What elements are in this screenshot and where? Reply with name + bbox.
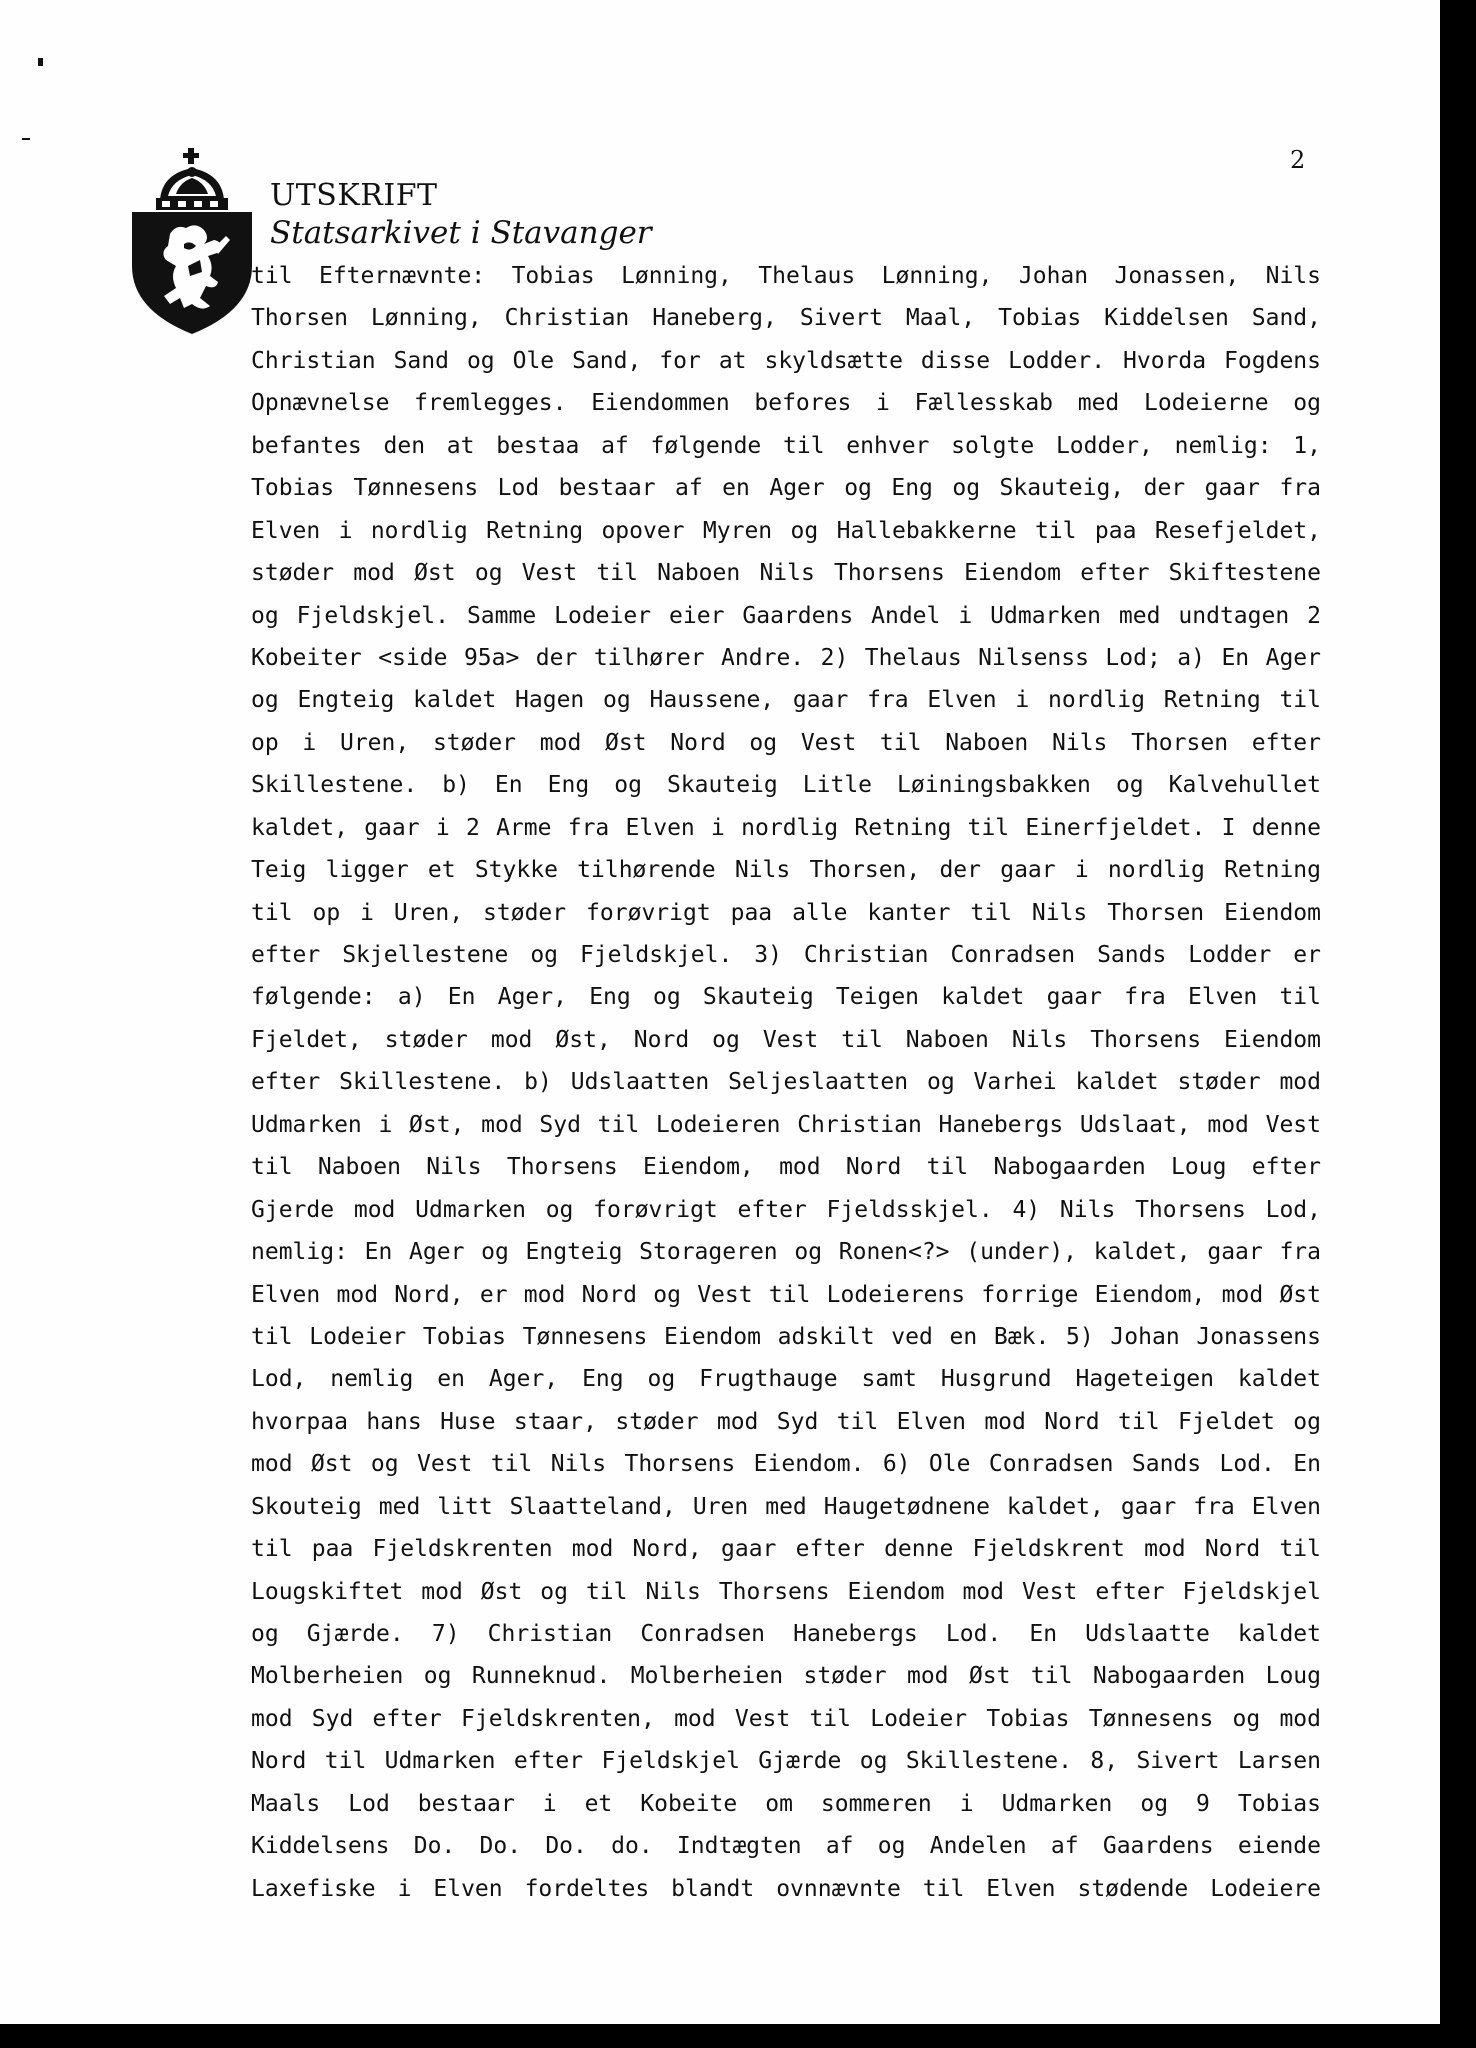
- text-line: til Naboen Nils Thorsens Eiendom, mod Nord til Nabogaarden Loug efter: [251, 1154, 1321, 1181]
- text-line: Maals Lod bestaar i et Kobeite om sommeren i Udmarken og 9 Tobias: [251, 1790, 1321, 1817]
- text-line: og Fjeldskjel. Samme Lodeier eier Gaardens Andel i Udmarken med undtagen 2: [251, 602, 1321, 629]
- text-line: til Efternævnte: Tobias Lønning, Thelaus Lønning, Johan Jonassen, Nils: [251, 263, 1321, 289]
- text-line: op i Uren, støder mod Øst Nord og Vest til Naboen Nils Thorsen efter: [251, 729, 1321, 756]
- scan-speck: [22, 138, 30, 140]
- text-line: og Engteig kaldet Hagen og Haussene, gaar fra Elven i nordlig Retning til: [251, 687, 1321, 714]
- text-line: Kiddelsens Do. Do. Do. do. Indtægten af og Andelen af Gaardens eiende: [251, 1833, 1321, 1860]
- text-line: Molberheien og Runneknud. Molberheien støder mod Øst til Nabogaarden Loug: [251, 1663, 1321, 1690]
- text-line: kaldet, gaar i 2 Arme fra Elven i nordlig Retning til Einerfjeldet. I denne: [251, 814, 1321, 841]
- archive-header-subtitle: Statsarkivet i Stavanger: [270, 215, 652, 251]
- text-line: til op i Uren, støder forøvrigt paa alle kanter til Nils Thorsen Eiendom: [251, 899, 1321, 926]
- text-line: Kobeiter <side 95a> der tilhører Andre. 2) Thelaus Nilsenss Lod; a) En Ager: [251, 644, 1321, 671]
- text-line: Teig ligger et Stykke tilhørende Nils Thorsen, der gaar i nordlig Retning: [251, 857, 1321, 884]
- text-line: Gjerde mod Udmarken og forøvrigt efter Fjeldsskjel. 4) Nils Thorsens Lod,: [251, 1196, 1321, 1223]
- text-line: Skouteig med litt Slaatteland, Uren med Haugetødnene kaldet, gaar fra Elven: [251, 1493, 1321, 1520]
- text-line: Elven i nordlig Retning opover Myren og Hallebakkerne til paa Resefjeldet,: [251, 517, 1321, 544]
- text-line: Tobias Tønnesens Lod bestaar af en Ager og Eng og Skauteig, der gaar fra: [251, 475, 1321, 502]
- text-line: efter Skjellestene og Fjeldskjel. 3) Christian Conradsen Sands Lodder er: [251, 942, 1321, 968]
- text-line: Skillestene. b) En Eng og Skauteig Litle Løiningsbakken og Kalvehullet: [251, 772, 1321, 799]
- text-line: Christian Sand og Ole Sand, for at skyldsætte disse Lodder. Hvorda Fogdens: [251, 347, 1321, 374]
- text-line: Udmarken i Øst, mod Syd til Lodeieren Christian Hanebergs Udslaat, mod Vest: [251, 1111, 1321, 1138]
- page-number: 2: [1290, 146, 1306, 174]
- archive-header-title: UTSKRIFT: [270, 178, 438, 213]
- text-line: Elven mod Nord, er mod Nord og Vest til Lodeierens forrige Eiendom, mod Øst: [251, 1281, 1321, 1308]
- text-line: Fjeldet, støder mod Øst, Nord og Vest til Naboen Nils Thorsens Eiendom: [251, 1026, 1321, 1053]
- norwegian-coat-of-arms-icon: [130, 148, 254, 334]
- text-line: Lod, nemlig en Ager, Eng og Frugthauge samt Husgrund Hageteigen kaldet: [251, 1366, 1321, 1393]
- text-line: hvorpaa hans Huse staar, støder mod Syd til Elven mod Nord til Fjeldet og: [251, 1408, 1321, 1435]
- text-line: Lougskiftet mod Øst og til Nils Thorsens Eiendom mod Vest efter Fjeldskjel: [251, 1578, 1321, 1605]
- text-line: mod Øst og Vest til Nils Thorsens Eiendom. 6) Ole Conradsen Sands Lod. En: [251, 1451, 1321, 1478]
- text-line: Nord til Udmarken efter Fjeldskjel Gjærde og Skillestene. 8, Sivert Larsen: [251, 1748, 1321, 1775]
- text-line: til Lodeier Tobias Tønnesens Eiendom adskilt ved en Bæk. 5) Johan Jonassens: [251, 1323, 1321, 1350]
- text-line: befantes den at bestaa af følgende til enhver solgte Lodder, nemlig: 1,: [251, 432, 1321, 459]
- text-line: Thorsen Lønning, Christian Haneberg, Sivert Maal, Tobias Kiddelsen Sand,: [251, 305, 1321, 332]
- text-line: til paa Fjeldskrenten mod Nord, gaar efter denne Fjeldskrent mod Nord til: [251, 1536, 1321, 1563]
- text-line: Laxefiske i Elven fordeltes blandt ovnnævnte til Elven stødende Lodeiere: [251, 1875, 1321, 1902]
- text-line: efter Skillestene. b) Udslaatten Seljeslaatten og Varhei kaldet støder mod: [251, 1069, 1321, 1096]
- text-line: følgende: a) En Ager, Eng og Skauteig Teigen kaldet gaar fra Elven til: [251, 984, 1321, 1011]
- scan-speck: [38, 58, 43, 66]
- text-line: støder mod Øst og Vest til Naboen Nils Thorsens Eiendom efter Skiftestene: [251, 560, 1321, 587]
- text-line: mod Syd efter Fjeldskrenten, mod Vest til Lodeier Tobias Tønnesens og mod: [251, 1705, 1321, 1732]
- text-line: nemlig: En Ager og Engteig Storageren og Ronen<?> (under), kaldet, gaar fra: [251, 1239, 1321, 1266]
- transcript-body: [251, 255, 1321, 1910]
- text-line: og Gjærde. 7) Christian Conradsen Hanebergs Lod. En Udslaatte kaldet: [251, 1621, 1321, 1647]
- text-line: Opnævnelse fremlegges. Eiendommen befores i Fællesskab med Lodeierne og: [251, 390, 1321, 417]
